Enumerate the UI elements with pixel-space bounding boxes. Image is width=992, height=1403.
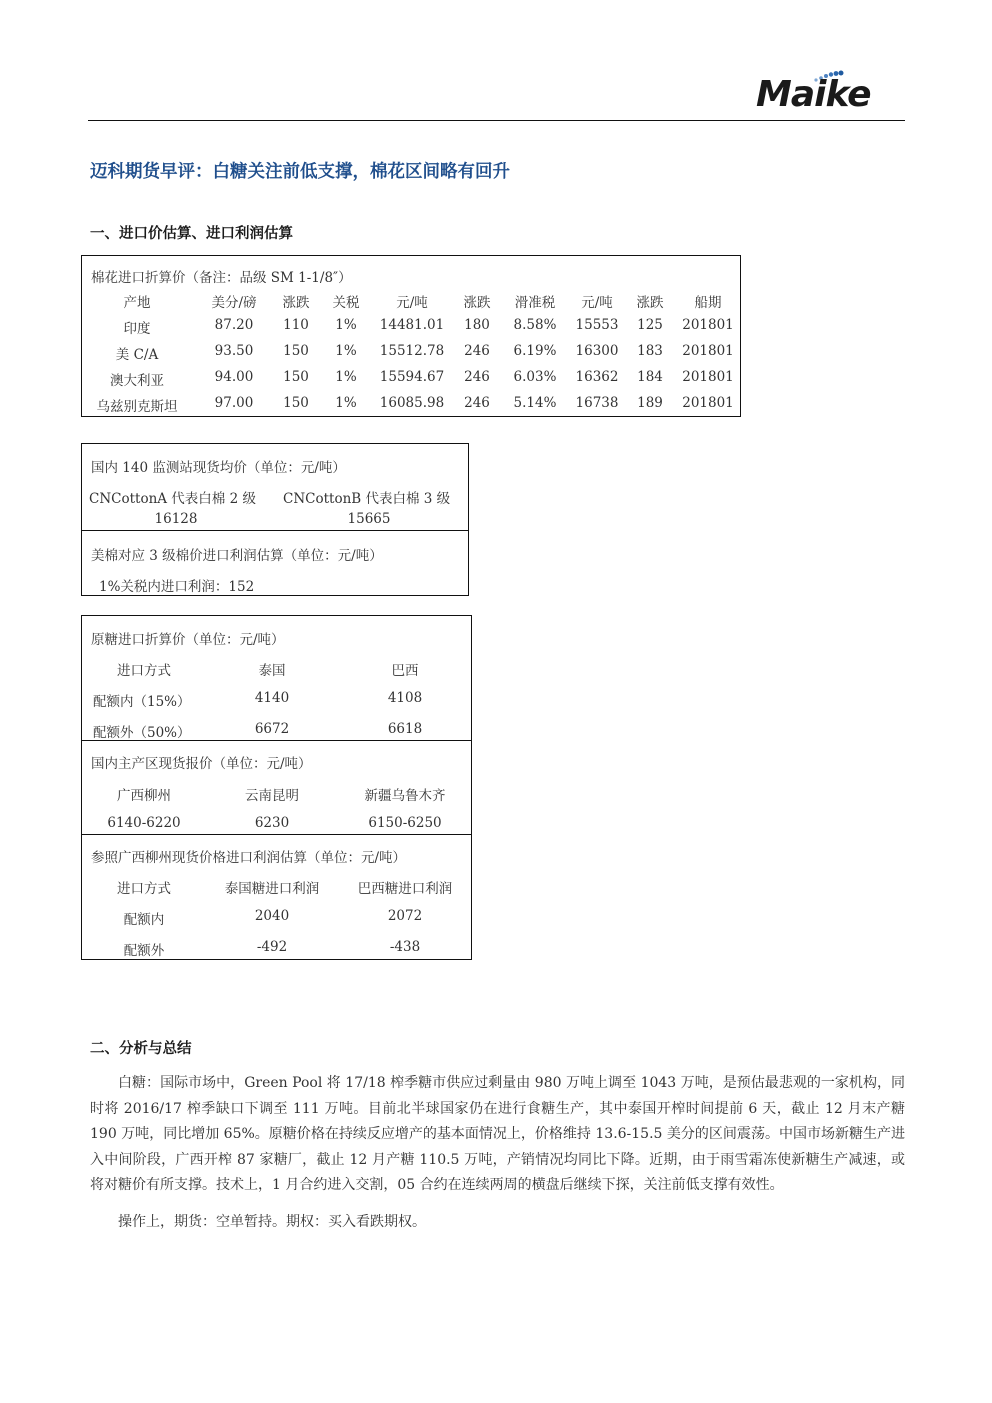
cotton-table-cell: 1% <box>335 395 357 411</box>
cotton-column-header: 元/吨 <box>396 295 428 311</box>
section1-heading: 一、进口价估算、进口利润估算 <box>90 226 293 242</box>
document-title: 迈科期货早评：白糖关注前低支撑，棉花区间略有回升 <box>90 162 510 182</box>
cotton-table-cell: 110 <box>283 317 309 333</box>
cotton-table-cell: 乌兹别克斯坦 <box>96 399 178 415</box>
sugar-col-method: 进口方式 <box>117 663 171 679</box>
sugar-spot-caption: 国内主产区现货报价（单位：元/吨） <box>91 756 312 772</box>
cotton-table-cell: 87.20 <box>214 317 254 333</box>
section2-heading: 二、分析与总结 <box>90 1041 192 1057</box>
cotton-table-cell: 150 <box>283 369 309 385</box>
cotton-table-cell: 6.03% <box>513 369 557 385</box>
cotton-column-header: 船期 <box>694 295 722 311</box>
sugar-col-brazil: 巴西 <box>391 663 419 679</box>
sugar-divider-1 <box>82 740 471 741</box>
maike-logo <box>752 70 892 120</box>
sugar-profit-col: 泰国糖进口利润 <box>224 881 320 897</box>
sugar-divider-2 <box>82 834 471 835</box>
cotton-table-cell: 246 <box>464 343 490 359</box>
cotton-b-label: CNCottonB 代表白棉 3 级 <box>283 491 451 507</box>
cotton-column-header: 产地 <box>123 295 151 311</box>
sugar-row-label: 配额外（50%） <box>93 725 191 741</box>
cotton-column-header: 涨跌 <box>636 295 664 311</box>
cotton-table-cell: 印度 <box>123 321 151 337</box>
sugar-profit-col: 进口方式 <box>117 881 171 897</box>
cotton-table-cell: 94.00 <box>214 369 254 385</box>
cotton-table-cell: 15594.67 <box>379 369 445 385</box>
cotton-table-cell: 93.50 <box>214 343 254 359</box>
cotton-a-label: CNCottonA 代表白棉 2 级 <box>89 491 256 507</box>
cotton-table-cell: 16300 <box>575 343 619 359</box>
analysis-paragraph: 白糖：国际市场中，Green Pool 将 17/18 榨季糖市供应过剩量由 980 万吨上调至 1043 万吨，是预估最悲观的一家机构，同时将 2016/17 榨季缺口下调至 111 万吨。目前北半球国家仍在进行食糖生产，其中泰国开榨时间提前 6 天，截止 12 月末产糖 190 万吨，同比增加 65%。原糖价格在持续反应增产的基本面情况上，价格维持 13.6-15.5 美分的区间震荡。中国市场新糖生产进入中间阶段，广西开榨 87 家糖厂，截止 12 月产糖 110.5 万吨，产销情况均同比下降。近期，由于雨雪霜冻使新糖生产减速，或将对糖价有所支撑。技术上，1 月合约进入交割，05 合约在连续两周的横盘后继续下探，关注前低支撑有效性。 <box>90 1075 905 1194</box>
logo-text: Maike <box>756 74 871 115</box>
cotton-table-cell: 1% <box>335 369 357 385</box>
sugar-cell: 4140 <box>254 690 290 706</box>
cotton-b-value: 15665 <box>347 511 391 527</box>
sugar-cell: 6618 <box>387 721 423 737</box>
sugar-import-caption: 原糖进口折算价（单位：元/吨） <box>91 632 285 648</box>
cotton-table-cell: 184 <box>637 369 663 385</box>
cotton-import-caption: 棉花进口折算价（备注：品级 SM 1-1/8″） <box>91 270 352 286</box>
sugar-spot-value: 6150-6250 <box>368 815 442 831</box>
cotton-table-cell: 183 <box>637 343 663 359</box>
cotton-table-cell: 16738 <box>575 395 619 411</box>
cotton-a-value: 16128 <box>154 511 198 527</box>
cotton-table-cell: 5.14% <box>513 395 557 411</box>
sugar-box <box>81 615 472 960</box>
cotton-table-cell: 97.00 <box>214 395 254 411</box>
cotton-table-cell: 201801 <box>682 395 734 411</box>
cotton-column-header: 滑准税 <box>514 295 556 311</box>
sugar-row-label: 配额内（15%） <box>93 694 191 710</box>
sugar-profit-value: -492 <box>256 939 288 955</box>
cotton-table-cell: 189 <box>637 395 663 411</box>
cotton-spot-divider <box>82 530 468 531</box>
cotton-table-cell: 1% <box>335 317 357 333</box>
cotton-column-header: 美分/磅 <box>211 295 257 311</box>
cotton-table-cell: 1% <box>335 343 357 359</box>
sugar-profit-caption: 参照广西柳州现货价格进口利润估算（单位：元/吨） <box>91 850 407 866</box>
sugar-profit-value: 2072 <box>387 908 423 924</box>
sugar-col-thailand: 泰国 <box>258 663 286 679</box>
cotton-column-header: 涨跌 <box>463 295 491 311</box>
cotton-table-cell: 201801 <box>682 317 734 333</box>
cotton-table-cell: 246 <box>464 395 490 411</box>
cotton-column-header: 涨跌 <box>282 295 310 311</box>
cotton-table-cell: 美 C/A <box>115 347 159 363</box>
cotton-profit-text: 1%关税内进口利润：152 <box>99 579 255 595</box>
cotton-table-cell: 8.58% <box>513 317 557 333</box>
sugar-cell: 6672 <box>254 721 290 737</box>
analysis-text <box>90 1071 905 1236</box>
sugar-spot-value: 6230 <box>254 815 290 831</box>
cotton-table-cell: 15512.78 <box>379 343 445 359</box>
sugar-spot-col: 云南昆明 <box>245 788 299 804</box>
sugar-profit-label: 配额外 <box>123 943 165 959</box>
cotton-table-cell: 180 <box>464 317 490 333</box>
header-rule <box>88 120 905 121</box>
cotton-spot-caption: 国内 140 监测站现货均价（单位：元/吨） <box>91 460 346 476</box>
cotton-table-cell: 16362 <box>575 369 619 385</box>
cotton-table-cell: 16085.98 <box>379 395 445 411</box>
cotton-table-cell: 15553 <box>575 317 619 333</box>
cotton-column-header: 元/吨 <box>581 295 613 311</box>
sugar-profit-value: 2040 <box>254 908 290 924</box>
cotton-table-cell: 201801 <box>682 369 734 385</box>
cotton-table-cell: 125 <box>637 317 663 333</box>
cotton-column-header: 关税 <box>332 295 360 311</box>
operation-paragraph: 操作上，期货：空单暂持。期权：买入看跌期权。 <box>118 1213 426 1230</box>
cotton-table-cell: 150 <box>283 343 309 359</box>
sugar-profit-label: 配额内 <box>123 912 165 928</box>
cotton-table-cell: 150 <box>283 395 309 411</box>
cotton-table-cell: 14481.01 <box>379 317 445 333</box>
sugar-spot-col: 新疆乌鲁木齐 <box>364 788 446 804</box>
sugar-cell: 4108 <box>387 690 423 706</box>
sugar-profit-col: 巴西糖进口利润 <box>357 881 453 897</box>
sugar-profit-value: -438 <box>389 939 421 955</box>
cotton-table-cell: 246 <box>464 369 490 385</box>
cotton-table-cell: 201801 <box>682 343 734 359</box>
cotton-table-cell: 6.19% <box>513 343 557 359</box>
cotton-import-table <box>81 255 741 417</box>
cotton-spot-box <box>81 443 469 596</box>
cotton-table-cell: 澳大利亚 <box>110 373 164 389</box>
sugar-spot-col: 广西柳州 <box>117 788 171 804</box>
cotton-profit-caption: 美棉对应 3 级棉价进口利润估算（单位：元/吨） <box>91 548 383 564</box>
sugar-spot-value: 6140-6220 <box>107 815 181 831</box>
